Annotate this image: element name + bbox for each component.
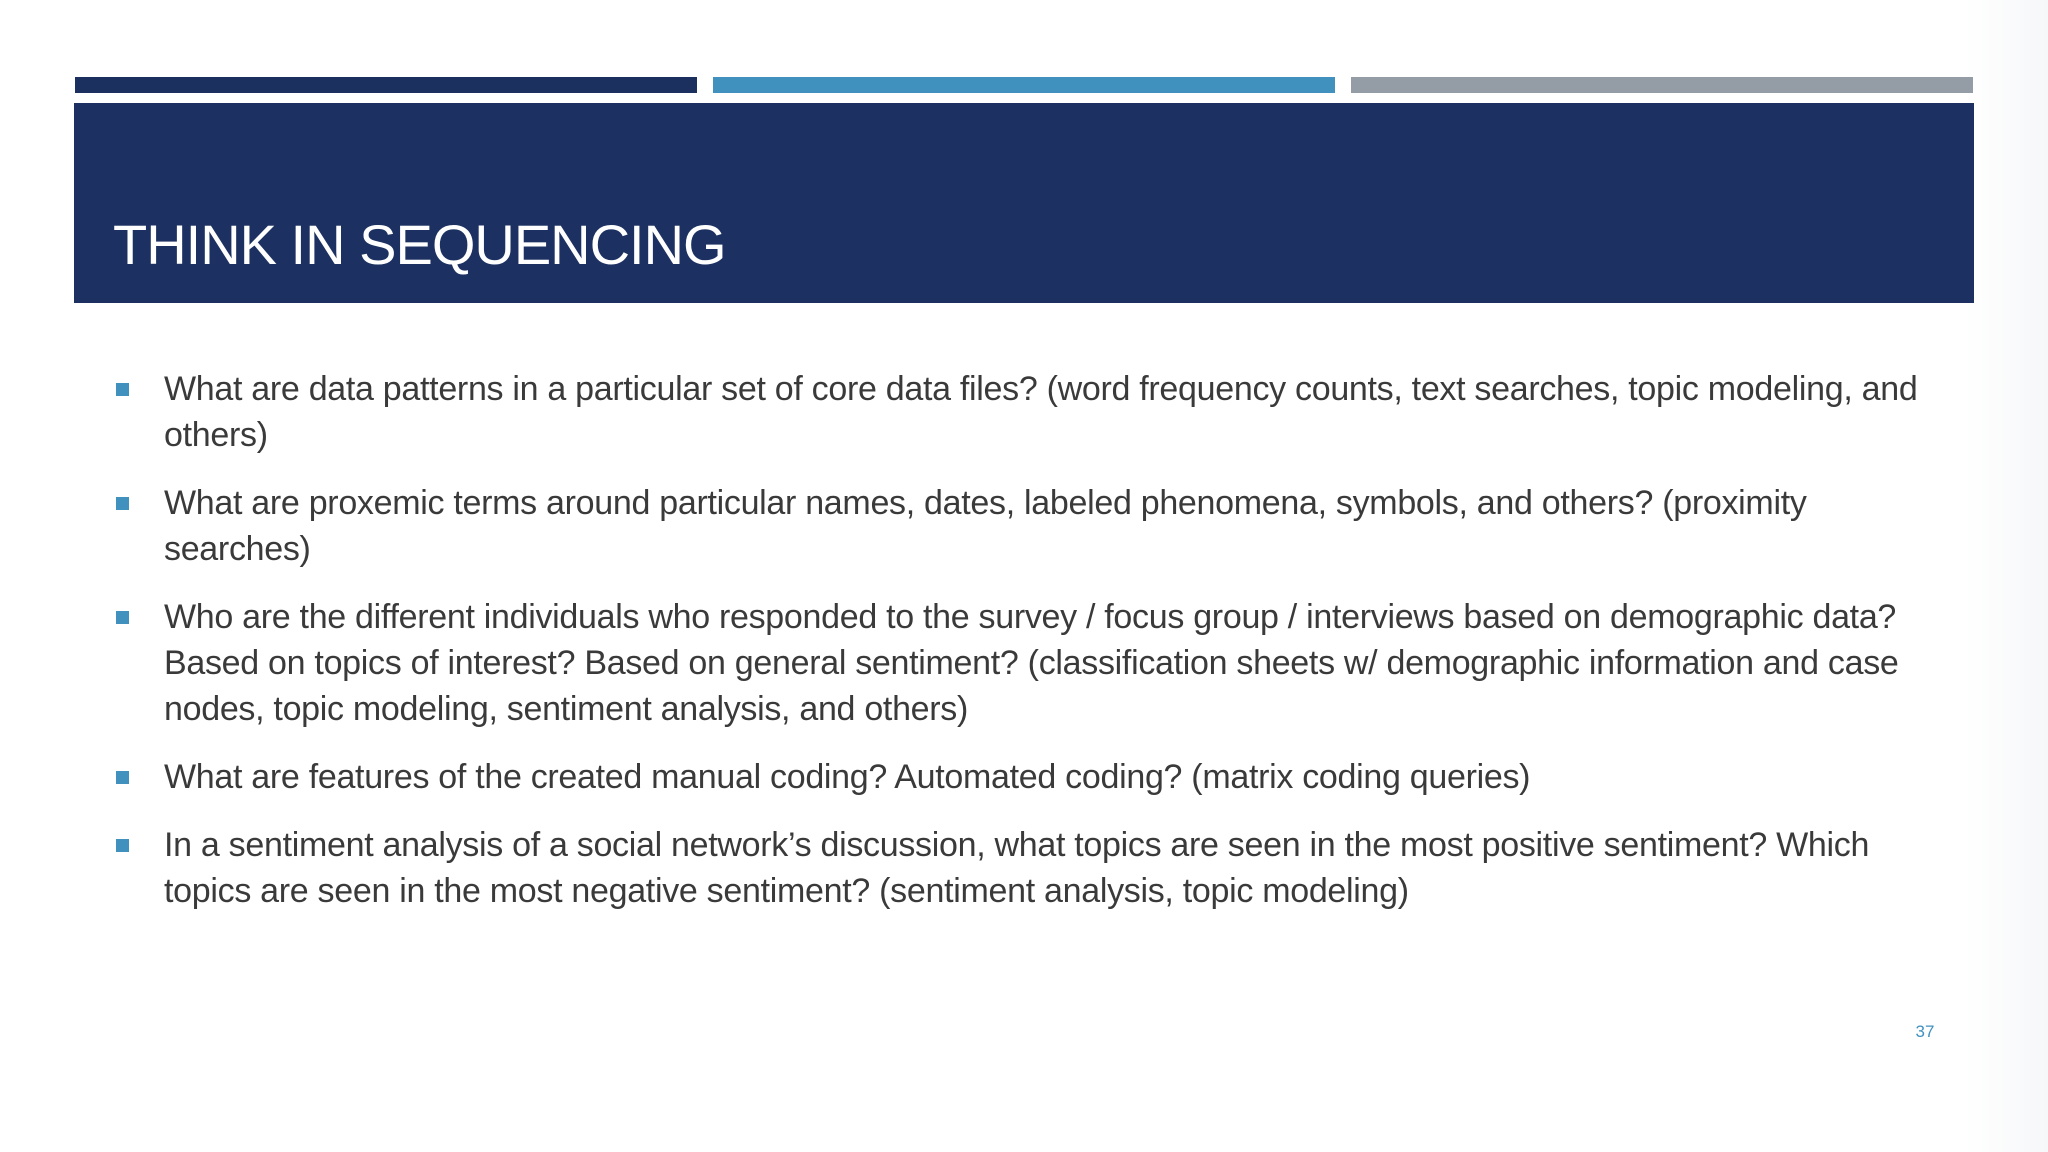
bullet-list: [114, 366, 1934, 936]
top-accent-bar-gray: [1351, 77, 1973, 93]
square-bullet-icon: [116, 383, 129, 396]
square-bullet-icon: [116, 771, 129, 784]
page-number: 37: [1915, 1022, 1935, 1041]
bullet-item: [114, 366, 1934, 458]
square-bullet-icon: [116, 611, 129, 624]
bullet-text: What are data patterns in a particular set of core data files? (word frequency counts, text searches, topic modeling, and others): [164, 370, 1918, 454]
bullet-text: What are features of the created manual coding? Automated coding? (matrix coding queries): [164, 758, 1531, 796]
square-bullet-icon: [116, 497, 129, 510]
bullet-item: [114, 822, 1934, 914]
bullet-text: What are proxemic terms around particular names, dates, labeled phenomena, symbols, and others? (proximity searches): [164, 484, 1807, 568]
top-accent-bar-blue: [713, 77, 1335, 93]
bullet-text: In a sentiment analysis of a social network’s discussion, what topics are seen in the most positive sentiment? Which topics are seen in the most negative sentiment? (sentiment analysis, topic modeling): [164, 826, 1870, 910]
square-bullet-icon: [116, 839, 129, 852]
bullet-item: [114, 480, 1934, 572]
bullet-item: [114, 754, 1934, 800]
bullet-text: Who are the different individuals who responded to the survey / focus group / interviews based on demographic data? Based on topics of interest? Based on general sentiment? (classification sheets w/ demographic information and case nodes, topic modeling, sentiment analysis, and others): [164, 598, 1899, 728]
bullet-item: [114, 594, 1934, 732]
slide-title: THINK IN SEQUENCING: [113, 213, 726, 276]
top-accent-bar-navy: [75, 77, 697, 93]
slide-edge-shade: [1964, 0, 2048, 1152]
